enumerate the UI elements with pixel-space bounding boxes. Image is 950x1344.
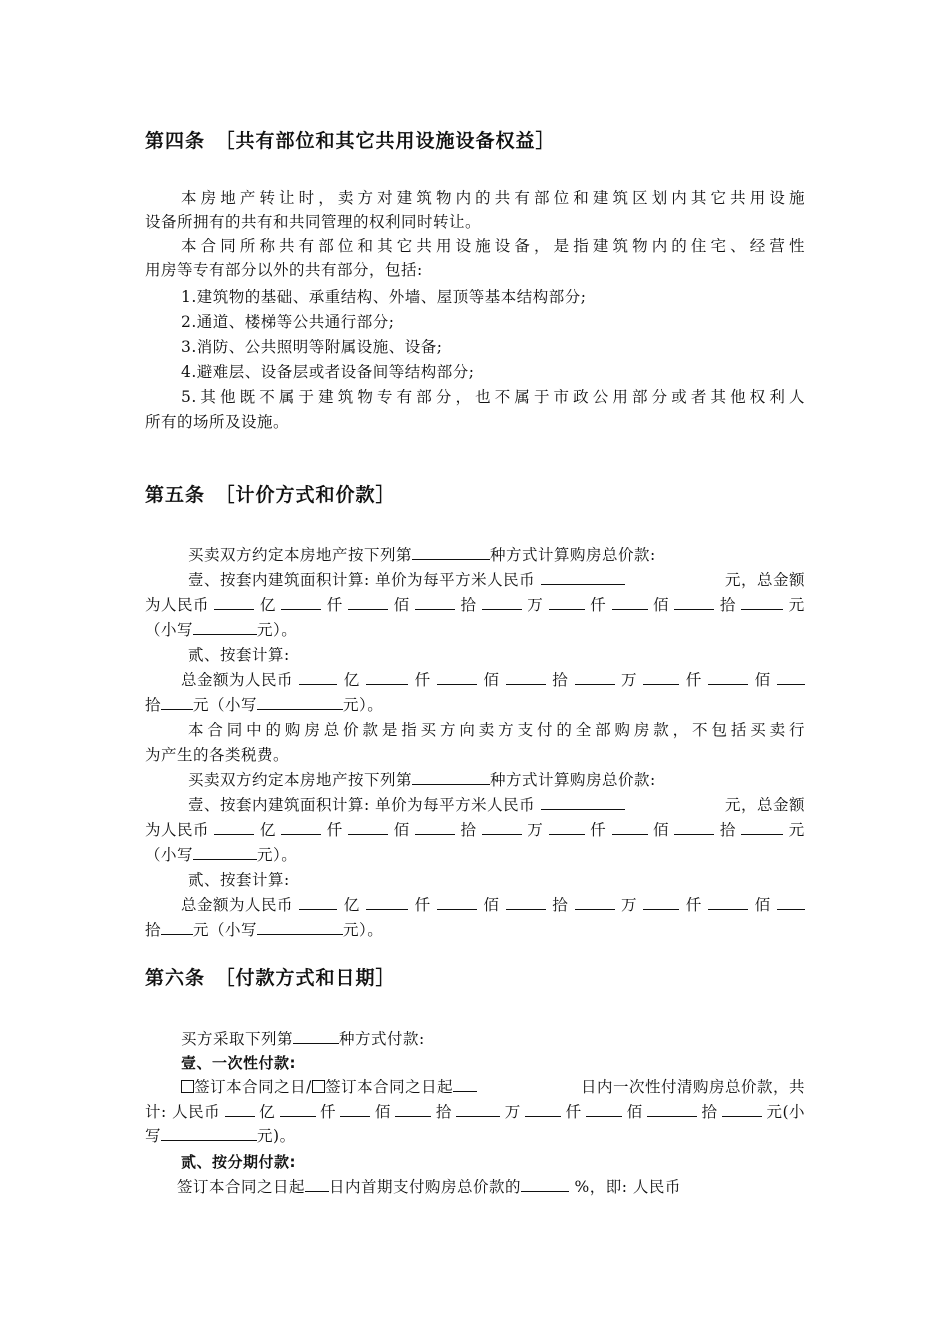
text-fragment: 仟 xyxy=(319,1103,336,1121)
text-fragment: 仟 xyxy=(326,596,343,614)
blank-field[interactable] xyxy=(521,1176,569,1193)
blank-field[interactable] xyxy=(612,818,648,835)
text-fragment: 万 xyxy=(504,1103,521,1121)
blank-field[interactable] xyxy=(777,893,805,910)
blank-field[interactable] xyxy=(348,818,388,835)
art4-item-5: 5.其他既不属于建筑物专有部分，也不属于市政公用部分或者其他权利人 xyxy=(181,388,805,406)
blank-field[interactable] xyxy=(257,919,343,936)
text-fragment: 为人民币 xyxy=(145,821,210,839)
text-fragment: 亿 xyxy=(259,1103,276,1121)
art6-installment-line xyxy=(177,1175,805,1199)
text-fragment: 元）。 xyxy=(343,696,384,714)
art4-paragraph-2-cont: 用房等专有部分以外的共有部分，包括: xyxy=(145,261,423,279)
blank-field[interactable] xyxy=(299,893,337,910)
blank-field[interactable] xyxy=(415,593,455,610)
text-fragment: 仟 xyxy=(565,1103,582,1121)
blank-field[interactable] xyxy=(525,1100,561,1117)
text-fragment: 佰 xyxy=(483,671,500,689)
text-fragment: 仟 xyxy=(590,596,607,614)
text-fragment: 买卖双方约定本房地产按下列第 xyxy=(188,546,413,564)
art6-lump-sum-amount xyxy=(145,1100,805,1124)
text-fragment xyxy=(188,793,625,817)
blank-field[interactable] xyxy=(456,1100,500,1117)
text-fragment: 亿 xyxy=(259,596,276,614)
text-fragment: 佰 xyxy=(653,821,670,839)
blank-field[interactable] xyxy=(280,1100,316,1117)
blank-field[interactable] xyxy=(437,893,477,910)
art5-option-2-amount-2 xyxy=(181,893,805,917)
blank-field[interactable] xyxy=(643,668,679,685)
art5-option-1-lower xyxy=(145,618,805,642)
text-fragment: 元，总金额 xyxy=(724,796,805,814)
blank-field[interactable] xyxy=(305,1176,329,1193)
blank-field[interactable] xyxy=(549,818,585,835)
blank-field[interactable] xyxy=(437,668,477,685)
text-fragment: 总金额为人民币 xyxy=(181,671,294,689)
text-fragment: 仟 xyxy=(590,821,607,839)
text-fragment xyxy=(181,1075,477,1099)
text-fragment: 元 xyxy=(788,596,805,614)
blank-field[interactable] xyxy=(193,844,257,861)
text-fragment: 佰 xyxy=(483,896,500,914)
blank-field[interactable] xyxy=(412,769,490,786)
text-fragment: 元)。 xyxy=(257,1127,296,1145)
blank-field[interactable] xyxy=(161,919,193,936)
text-fragment: 签订本合同之日起 xyxy=(325,1078,454,1096)
text-fragment: 壹、按套内建筑面积计算: 单价为每平方米人民币 xyxy=(188,796,536,814)
text-fragment: 仟 xyxy=(685,896,702,914)
blank-field[interactable] xyxy=(412,544,490,561)
blank-field[interactable] xyxy=(575,893,615,910)
art5-option-2-line-2: 贰、按套计算: xyxy=(188,871,290,889)
blank-field[interactable] xyxy=(293,1028,339,1045)
text-fragment: 元 xyxy=(193,921,210,939)
blank-field[interactable] xyxy=(366,893,408,910)
art6-lump-sum-line xyxy=(181,1075,805,1099)
text-fragment: 种方式计算购房总价款: xyxy=(490,546,656,564)
text-fragment: 仟 xyxy=(685,671,702,689)
blank-field[interactable] xyxy=(281,818,321,835)
text-fragment: 佰 xyxy=(754,671,771,689)
text-fragment xyxy=(188,568,625,592)
blank-field[interactable] xyxy=(506,668,546,685)
blank-field[interactable] xyxy=(741,593,783,610)
text-fragment: 日内首期支付购房总价款的 xyxy=(329,1178,522,1196)
text-fragment: 计: 人民币 xyxy=(145,1103,221,1121)
blank-field[interactable] xyxy=(506,893,546,910)
blank-field[interactable] xyxy=(214,818,254,835)
text-fragment: 总金额为人民币 xyxy=(181,896,294,914)
blank-field[interactable] xyxy=(482,818,522,835)
text-fragment: 佰 xyxy=(393,596,410,614)
text-fragment: 仟 xyxy=(326,821,343,839)
blank-field[interactable] xyxy=(214,593,254,610)
blank-field[interactable] xyxy=(281,593,321,610)
text-fragment: （小写 xyxy=(209,696,258,714)
blank-field[interactable] xyxy=(777,668,805,685)
text-fragment: %，即: 人民币 xyxy=(574,1178,681,1196)
blank-field[interactable] xyxy=(161,694,193,711)
text-fragment: 元，总金额 xyxy=(724,571,805,589)
text-fragment: 元）。 xyxy=(257,621,298,639)
art4-item-1: 1.建筑物的基础、承重结构、外墙、屋顶等基本结构部分; xyxy=(181,288,587,306)
blank-field[interactable] xyxy=(741,818,783,835)
blank-field[interactable] xyxy=(482,593,522,610)
art5-option-2-amount xyxy=(181,668,805,692)
art5-option-1-line-2 xyxy=(188,793,805,817)
blank-field[interactable] xyxy=(161,1125,257,1142)
blank-field[interactable] xyxy=(257,694,343,711)
text-fragment: （小写 xyxy=(145,621,194,639)
text-fragment: 元(小 xyxy=(766,1103,805,1121)
art5-note-cont: 为产生的各类税费。 xyxy=(145,746,290,764)
text-fragment: 买卖双方约定本房地产按下列第 xyxy=(188,771,413,789)
text-fragment: 拾 xyxy=(701,1103,718,1121)
text-fragment: 拾 xyxy=(435,1103,452,1121)
blank-field[interactable] xyxy=(299,668,337,685)
checkbox[interactable] xyxy=(312,1080,325,1093)
text-fragment: 万 xyxy=(527,596,544,614)
text-fragment: 签订本合同之日/ xyxy=(194,1078,312,1096)
blank-field[interactable] xyxy=(348,593,388,610)
art6-lump-sum-lower xyxy=(145,1124,805,1148)
text-fragment: 拾 xyxy=(145,921,162,939)
blank-field[interactable] xyxy=(674,818,714,835)
blank-field[interactable] xyxy=(647,1100,697,1117)
text-fragment: 仟 xyxy=(414,671,431,689)
art5-option-1-amount-2 xyxy=(145,818,805,842)
blank-field[interactable] xyxy=(541,794,625,811)
text-fragment: 万 xyxy=(527,821,544,839)
text-fragment: 佰 xyxy=(393,821,410,839)
text-fragment: 买方采取下列第 xyxy=(181,1030,294,1048)
text-fragment: 亿 xyxy=(343,671,360,689)
text-fragment: 仟 xyxy=(414,896,431,914)
blank-field[interactable] xyxy=(193,619,257,636)
text-fragment: 写 xyxy=(145,1127,162,1145)
blank-field[interactable] xyxy=(340,1100,370,1117)
art5-option-2-lower-2 xyxy=(145,918,805,942)
text-fragment: 佰 xyxy=(626,1103,643,1121)
art4-item-4: 4.避难层、设备层或者设备间等结构部分; xyxy=(181,363,475,381)
art6-method-line xyxy=(181,1027,841,1051)
text-fragment: （小写 xyxy=(209,921,258,939)
art4-paragraph-2: 本合同所称共有部位和其它共用设施设备，是指建筑物内的住宅、经营性 xyxy=(181,237,805,255)
text-fragment: 签订本合同之日起 xyxy=(177,1178,306,1196)
art4-item-2: 2.通道、楼梯等公共通行部分; xyxy=(181,313,395,331)
text-fragment: 万 xyxy=(620,896,637,914)
text-fragment: 亿 xyxy=(259,821,276,839)
art5-option-1-lower-2 xyxy=(145,843,805,867)
text-fragment: 为人民币 xyxy=(145,596,210,614)
text-fragment: （小写 xyxy=(145,846,194,864)
art5-option-2-line: 贰、按套计算: xyxy=(188,646,290,664)
text-fragment: 拾 xyxy=(145,696,162,714)
text-fragment: 拾 xyxy=(460,821,477,839)
text-fragment: 种方式计算购房总价款: xyxy=(490,771,656,789)
blank-field[interactable] xyxy=(722,1100,762,1117)
text-fragment: 拾 xyxy=(719,596,736,614)
blank-field[interactable] xyxy=(549,593,585,610)
article-6-title: 第六条 ［付款方式和日期］ xyxy=(145,967,396,989)
art6-installment-heading: 贰、按分期付款: xyxy=(181,1153,296,1171)
text-fragment: 拾 xyxy=(552,671,569,689)
text-fragment: 元 xyxy=(193,696,210,714)
art5-agree-line-2 xyxy=(188,768,848,792)
blank-field[interactable] xyxy=(453,1076,477,1093)
text-fragment: 佰 xyxy=(374,1103,391,1121)
text-fragment: 日内一次性付清购房总价款，共 xyxy=(580,1078,805,1096)
blank-field[interactable] xyxy=(643,893,679,910)
blank-field[interactable] xyxy=(575,668,615,685)
art4-paragraph-1: 本房地产转让时，卖方对建筑物内的共有部位和建筑区划内其它共用设施 xyxy=(181,189,805,207)
checkbox[interactable] xyxy=(181,1080,194,1093)
art4-paragraph-1-cont: 设备所拥有的共有和共同管理的权利同时转让。 xyxy=(145,213,482,231)
text-fragment: 拾 xyxy=(460,596,477,614)
text-fragment: 元）。 xyxy=(343,921,384,939)
text-fragment: 元 xyxy=(788,821,805,839)
text-fragment: 佰 xyxy=(653,596,670,614)
blank-field[interactable] xyxy=(586,1100,622,1117)
text-fragment: 拾 xyxy=(552,896,569,914)
art4-item-3: 3.消防、公共照明等附属设施、设备; xyxy=(181,338,443,356)
art5-agree-line xyxy=(188,543,848,567)
text-fragment: 元）。 xyxy=(257,846,298,864)
article-5-title: 第五条 ［计价方式和价款］ xyxy=(145,484,396,506)
art6-lump-sum-heading: 壹、一次性付款: xyxy=(181,1054,296,1072)
text-fragment: 种方式付款: xyxy=(339,1030,425,1048)
blank-field[interactable] xyxy=(541,569,625,586)
text-fragment: 亿 xyxy=(343,896,360,914)
art5-option-2-lower xyxy=(145,693,805,717)
blank-field[interactable] xyxy=(395,1100,431,1117)
blank-field[interactable] xyxy=(708,668,748,685)
blank-field[interactable] xyxy=(415,818,455,835)
blank-field[interactable] xyxy=(225,1100,255,1117)
blank-field[interactable] xyxy=(366,668,408,685)
art4-item-5-cont: 所有的场所及设施。 xyxy=(145,413,290,431)
art5-option-1-amount xyxy=(145,593,805,617)
art5-note: 本合同中的购房总价款是指买方向卖方支付的全部购房款，不包括买卖行 xyxy=(188,721,805,739)
blank-field[interactable] xyxy=(612,593,648,610)
text-fragment: 万 xyxy=(620,671,637,689)
text-fragment: 佰 xyxy=(754,896,771,914)
text-fragment: 壹、按套内建筑面积计算: 单价为每平方米人民币 xyxy=(188,571,536,589)
blank-field[interactable] xyxy=(674,593,714,610)
art5-option-1-line xyxy=(188,568,805,592)
blank-field[interactable] xyxy=(708,893,748,910)
text-fragment: 拾 xyxy=(719,821,736,839)
article-4-title: 第四条 ［共有部位和其它共用设施设备权益］ xyxy=(145,130,556,152)
